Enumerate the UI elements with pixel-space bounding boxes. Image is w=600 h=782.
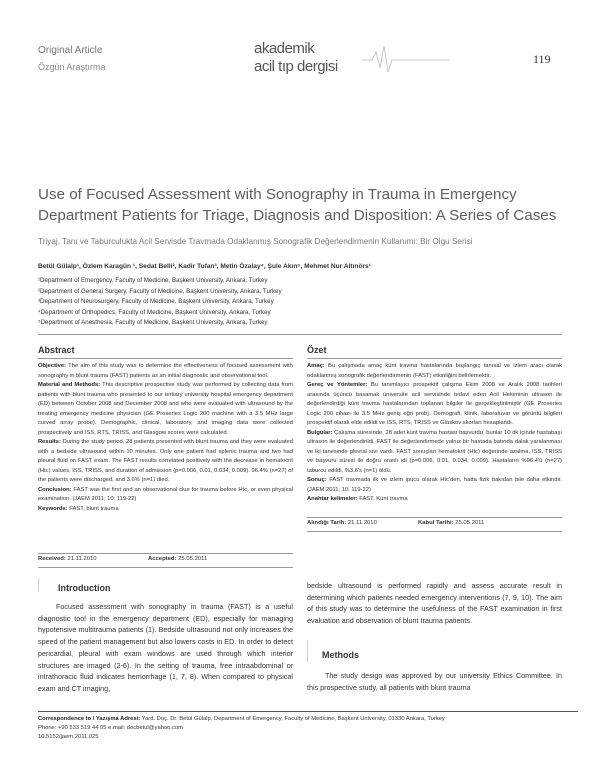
ozet-anahtar-text: FAST, Künt travma <box>359 496 408 502</box>
paper-title-line1: Use of Focused Assessment with Sonography in Trauma in Emergency <box>38 186 517 203</box>
ozet-yontem-text: Bu tanımlayıcı prospektif çalışma Ekim 2008 ve Aralık 2008 tarihleri arasında üçüncü basamak üniversite acil servisinde tedavi eden Acil Hekiminin ultrason ile değerlendirdiği künt travma hastalarından toplanan bilgiler ile gerçekleştirilmiştir (GE Proseries Logic 200 cihazı ile 3.5 MHz geniş eğri prob). Demografi, klinik, laboratuvar ve görüntü bilgileri prospektif olarak elde edildi ve ISS, RTS, TRISS ve Glaskov skorları hesaplandı. <box>307 382 562 426</box>
received-label: Received: <box>38 556 66 562</box>
ozet-anahtar-label: Anahtar kelimeler: <box>307 496 358 502</box>
divider <box>38 553 293 554</box>
divider <box>307 531 562 532</box>
footer-divider <box>38 711 578 712</box>
accepted-date <box>148 556 207 562</box>
received-value: 21.11.2010 <box>67 556 97 562</box>
correspondence-text: Yard. Doç. Dr. Betül Gülalp, Department of Emergency, Faculty of Medicine, Başkent University, 01330 Ankara, Turkey <box>141 716 445 722</box>
ozet-bulgular-text: Çalışma süresinde, 28 adet künt travma hastası başvurdu, bunlar 10 dk içinde hastabaşı ultrason ile değerlendirildi. FAST ile değerlendirmede yalnız bir hastada batında dalak yaralanması ve iki tanesinde plevral sıvı vardı. FAST sonuçları hematokrit (Htc) değerinde azalma, ISS, TRISS ve başvuru süresi ile doğru oranlı idi (p=0.006, 0.01, 0.034, 0.009). Hastaların %96.4'ü (n=27) taburcu edildi, %3.6's (n=1) öldü. <box>307 429 562 474</box>
kabul-value: 25.05.2011 <box>455 520 485 526</box>
journal-logo-line2: acil tıp dergisi <box>254 58 338 75</box>
abstract-keywords-text: FAST, blunt trauma <box>69 505 119 512</box>
affiliation-item: ²Department of General Surgery, Faculty of Medicine, Başkent University, Ankara, Turkey <box>38 287 282 295</box>
paper-subtitle-tr: Triyaj, Tanı ve Taburculukta Acil Servisde Travmada Odaklanmış Sonografik Değerlendirmenin Kullanımı: Bir Olgu Serisi <box>38 237 473 246</box>
accepted-label: Accepted: <box>148 556 177 562</box>
divider <box>307 358 562 359</box>
section-marker <box>38 578 39 592</box>
affiliation-list <box>38 276 578 329</box>
methods-heading: Methods <box>322 650 359 660</box>
kabul-label: Kabul Tarihi: <box>418 520 454 526</box>
correspondence-line <box>38 715 578 724</box>
alindigi-value: 21.11.2010 <box>347 520 377 526</box>
abstract-heading: Abstract <box>38 345 75 355</box>
abstract-keywords-label: Keywords: <box>38 505 68 512</box>
affiliation-item: ⁴Department of Orthopedics, Faculty of Medicine, Başkent University, Ankara, Turkey <box>38 308 271 316</box>
intro-text: Focused assessment with sonography in trauma (FAST) is a useful diagnostic tool in the emergency department (ED), especially for managing hypotensive multitrauma patients (1). Bedside ultrasound not only increases the speed of the patient management but also lowers costs in ED. In order to detect pericardial, pleural with exam windows are used through which interior structures are imaged (2-6). In the setting of trauma, free intraabdominal or intrathoracic fluid indicates hemorrhage (1, 7, 8). When compared to physical exam and CT imaging, <box>38 602 293 693</box>
abstract-results-label: Results: <box>38 439 61 445</box>
abstract-conclusion-label: Conclusion: <box>38 486 72 493</box>
kabul-date <box>418 520 484 526</box>
author-list: Betül Gülalp¹, Özlem Karagün ¹, Sedat Belli², Kadir Tufan³, Metin Özalay⁴, Şule Akın⁵, Mehmet Nur Altınörs¹ <box>38 263 371 270</box>
received-date <box>38 556 97 562</box>
alindigi-date <box>307 520 377 526</box>
page-number: 119 <box>533 52 551 66</box>
contact-line: Phone: +90 533 519 44 05 e.mail: docbetul@yahoo.com <box>38 725 183 731</box>
article-type-en: Original Article <box>38 45 103 56</box>
ozet-sonuc-text: FAST travmada ilk ve izlem ipucu olarak Htc'den, hatta fizik bakıdan bile daha etkindir. (JAEM 2011; 10: 119-22) <box>307 477 562 493</box>
abstract-results-text: During the study period, 28 patients presented with blunt trauma and they were evaluated with a bedside ultrasound within 10 minutes. Only one patient had splenic trauma and two had pleural fluid on FAST exam. The FAST results correlated positively with the decrease in hematocrit (Htc) values, ISS, TRISS, and duration of admission (p=0.006, 0.01, 0.034, 0.009). 96.4% (n=27) of the patients were discharged, and 3.6% (n=1) died. <box>38 439 293 483</box>
alindigi-label: Alındığı Tarih: <box>307 520 347 526</box>
journal-logo <box>250 38 465 80</box>
divider <box>38 358 293 359</box>
affiliation-item: ¹Department of Emergency, Faculty of Medicine, Başkent University, Ankara, Turkey <box>38 277 268 284</box>
body-text-right: bedside ultrasound is performed rapidly and assess accurate result in determining which patients needed emergency interventions (7, 9, 10). The aim of this study was to determine the usefulness of the FAST examination in first evaluation and observation of blunt trauma patients. <box>307 581 562 626</box>
ozet-amac-text: Bu çalışmada amaç künt travma hastalarında başlangıç tanısal ve izlem aracı olarak odaklanmış sonografik değerlendirmenin (FAST) etkinliğini belirlemektir. <box>307 363 562 379</box>
methods-text: The study design was approved by our university Ethics Committee. In this prospective study, all patients with blunt trauma <box>307 671 562 692</box>
divider <box>38 567 293 568</box>
abstract-objective-text: The aim of this study was to determine the effectiveness of focused assessment with sonography in blunt trauma (FAST) patients as an initial diagnostic and observational tool. <box>38 363 293 379</box>
ecg-line-icon <box>362 46 450 72</box>
paper-title-line2: Department Patients for Triage, Diagnosis and Disposition: A Series of Cases <box>38 207 557 224</box>
correspondence-label: Correspondence to / Yazışma Adresi: <box>38 716 141 722</box>
abstract-conclusion-text: FAST was the first and an observational clue for trauma before Htc, or even physical examination. (JAEM 2011; 10: 119-22) <box>38 486 293 502</box>
correspondence-block <box>38 715 578 742</box>
accepted-value: 25.05.2011 <box>178 556 208 562</box>
divider <box>38 334 562 335</box>
intro-heading: Introduction <box>58 583 111 593</box>
ozet-amac-label: Amaç: <box>307 363 325 369</box>
abstract-body <box>38 362 293 514</box>
article-type-tr: Özgün Araştırma <box>38 62 106 72</box>
journal-logo-line1: akademik <box>254 40 315 57</box>
ozet-body <box>307 362 562 505</box>
ozet-bulgular-label: Bulgular: <box>307 429 333 436</box>
ozet-sonuc-label: Sonuç: <box>307 477 327 483</box>
abstract-objective-label: Objective: <box>38 363 67 369</box>
abstract-methods-text: This descriptive prospective study was performed by collecting data from patients with blunt trauma who presented to our tertiary university hospital emergency department (ED) between October 2008 and December 2008 and who were evaluated with ultrasound by the treating emergency medicine physician (GE Proseries Logic 200 machine with a 3.5 MHz large curved array probe). Demographic, clinical, laboratory, and imaging data were collected prospectively and ISS, RTS, TRISS, and Glasgow scores were calculated. <box>38 382 293 436</box>
ozet-heading: Özet <box>307 345 327 355</box>
doi: 10.5152/jaem.2011.025 <box>38 734 99 740</box>
paper-title <box>38 184 568 226</box>
affiliation-item: ⁵Department of Anesthesia, Faculty of Medicine, Başkent University, Ankara, Turkey <box>38 319 268 326</box>
abstract-methods-label: Material and Methods: <box>38 382 101 388</box>
divider <box>307 517 562 518</box>
ozet-yontem-label: Gereç ve Yöntemler: <box>307 382 368 388</box>
section-marker <box>307 640 308 662</box>
affiliation-item: ³Department of Neurosurgery, Faculty of Medicine, Başkent University, Ankara, Turkey <box>38 298 274 305</box>
